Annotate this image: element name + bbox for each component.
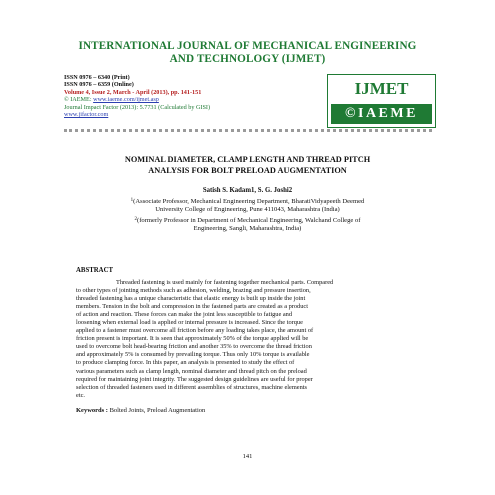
paper-title-line-2: ANALYSIS FOR BOLT PRELOAD AUGMENTATION — [148, 165, 347, 175]
affiliation-2 — [80, 216, 415, 233]
affiliation-1-line-1 — [80, 197, 415, 206]
publisher-line — [64, 96, 324, 103]
affiliation-2-line-2: Engineering, Sangli, Maharashtra, India) — [193, 225, 302, 232]
publisher-link[interactable]: www.iaeme.com/ijmet.asp — [93, 96, 159, 104]
logo-publisher: ©IAEME — [331, 104, 432, 124]
publisher-prefix: © IAEME: — [64, 96, 94, 104]
affiliation-2-text: (formerly Professor in Department of Mechanical Engineering, Walchand College of — [137, 217, 361, 224]
paper-authors: Satish S. Kadam1, S. G. Joshi2 — [202, 187, 293, 194]
paper-title — [60, 155, 435, 176]
abstract-line: applied to a fastener must overcome all friction before any loading takes place, the amount of — [76, 327, 314, 335]
abstract-line: to other types of jointing methods such as adhesion, welding, brazing and pressure insertion, — [76, 287, 311, 295]
abstract-line: loosening when external load is applied or internal pressure is increased. Since the torque — [76, 319, 303, 327]
abstract-body — [76, 279, 420, 400]
affiliation-1 — [80, 197, 415, 214]
page-number: 141 — [242, 453, 253, 460]
abstract-line: threaded fastening has a unique characteristic that elastic energy is built up inside the joint — [76, 295, 306, 303]
abstract-line: used to overcome bolt head-bearing friction and another 35% to overcome the thread friction — [76, 343, 312, 351]
affiliation-1-text: (Associate Professor, Mechanical Engineering Department, BharatiVidyapeeth Deemed — [133, 198, 365, 205]
abstract-line: selection of threaded fasteners used in different assemblies of structures, machine elements — [76, 383, 307, 391]
issn-online: ISSN 0976 – 6359 (Online) — [64, 81, 134, 89]
ijmet-logo — [327, 74, 436, 128]
abstract-heading: ABSTRACT — [76, 267, 114, 274]
abstract-line: to produce clamping force. In this paper, an analysis is presented to study the effect of — [76, 359, 295, 367]
abstract-line: of action and reaction. These forces can make the joint less susceptible to fatigue and — [76, 311, 293, 319]
keywords-label: Keywords : — [76, 407, 108, 414]
journal-title-line-1: INTERNATIONAL JOURNAL OF MECHANICAL ENGINEERING — [78, 40, 417, 52]
issn-print: ISSN 0976 – 6340 (Print) — [64, 74, 130, 81]
logo-title: IJMET — [331, 78, 432, 100]
abstract-line: various parameters such as clamp length, nominal diameter and thread pitch on the preload — [76, 367, 307, 375]
abstract-line: friction present is important. It is seen that approximately 50% of the torque applied will be — [76, 335, 309, 343]
abstract-line: and approximately 5% is consumed by prevailing torque. Thus only 10% torque is available — [76, 351, 310, 359]
affiliation-1-line-2: University College of Engineering, Pune 411043, Maharashtra (India) — [155, 206, 340, 213]
impact-factor: Journal Impact Factor (2013): 5.7731 (Calculated by GISI) — [64, 103, 211, 111]
paper-title-line-1: NOMINAL DIAMETER, CLAMP LENGTH AND THREAD PITCH — [124, 155, 371, 164]
abstract-line: required for maintaining joint integrity. The suggested design guidelines are useful for proper — [76, 375, 313, 383]
abstract-line: etc. — [76, 391, 85, 399]
abstract-line: members. Tension in the bolt and compression in the fastened parts are created as a product — [76, 303, 308, 311]
keywords — [76, 407, 420, 414]
journal-title — [40, 40, 455, 65]
abstract-line: Threaded fastening is used mainly for fastening together mechanical parts. Compared — [116, 279, 334, 286]
journal-meta — [64, 74, 324, 118]
affiliation-2-line-1 — [80, 216, 415, 225]
header-divider — [64, 129, 432, 132]
volume-issue: Volume 4, Issue 2, March - April (2013), pp. 141-151 — [64, 88, 202, 96]
jifactor-link[interactable]: www.jifactor.com — [64, 111, 109, 119]
affiliation-2-mark: 2 — [134, 217, 138, 222]
keywords-text: Bolted Joints, Preload Augmentation — [107, 407, 206, 414]
affiliation-1-mark: 1 — [130, 198, 134, 203]
journal-title-line-2: AND TECHNOLOGY (IJMET) — [169, 52, 326, 65]
